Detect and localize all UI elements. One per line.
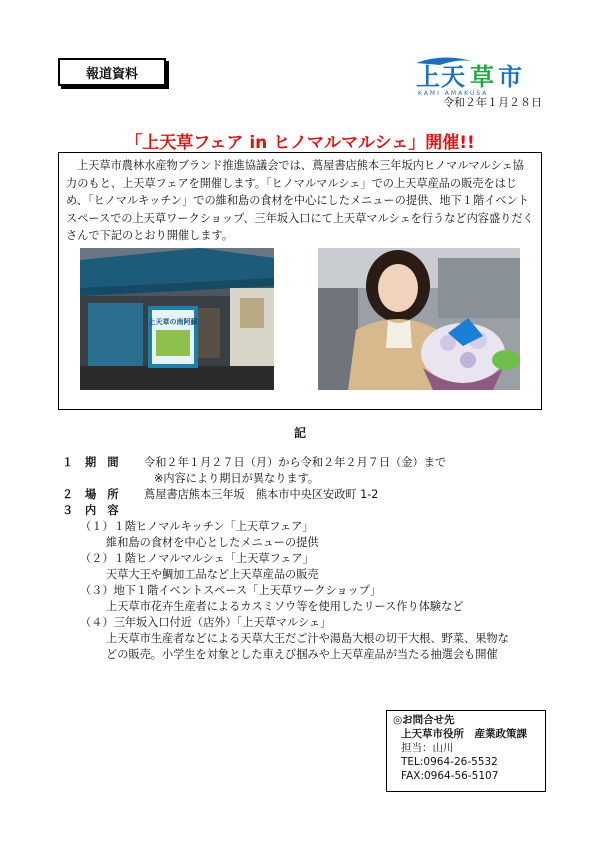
item-period-label: 期 間 [85, 456, 119, 469]
svg-text:上天: 上天 [416, 63, 466, 91]
subitem-4-line-1: 上天草市生産者などによる天草大王だご汁や湯島大根の切干大根、野菜、果物な [106, 632, 509, 645]
stall-sign-text: 上天草の南阿蘇 [148, 318, 198, 326]
subitem-3-line: 上天草市花卉生産者によるカスミソウ等を使用したリース作り体験など [106, 600, 464, 613]
intro-text: 上天草市農林水産物ブランド推進協議会では、蔦屋書店熊本三年坂内ヒノマルマルシェ協力のもと、上天草フェアを開催します。「ヒノマルマルシェ」での上天草産品の販売をはじめ、「ヒノマルキッチン」での維和島の食材を中心にしたメニューの提供、地下１階イベントスペースでの上天草ワークショップ、三年坂入口にて上天草マルシェを行うなど内容盛りだくさんで下記のとおり開催します。 [66, 159, 534, 242]
market-stall-photo [80, 248, 274, 390]
contact-org: 上天草市役所 産業政策課 [401, 728, 527, 740]
subitem-1-line: 維和島の食材を中心としたメニューの提供 [106, 536, 319, 549]
contact-title: ◎お問合せ先 [393, 714, 455, 726]
page-title: 「上天草フェア in ヒノマルマルシェ」開催!! [125, 133, 475, 153]
contact-person: 担当：山川 [401, 742, 454, 754]
subitem-3-head: （３）地下１階イベントスペース「上天草ワークショップ」 [80, 584, 382, 597]
contact-tel: TEL:0964-26-5532 [401, 756, 498, 768]
press-release-badge: 報道資料 [58, 58, 166, 86]
subitem-2-line: 天草大王や鯛加工品など上天草産品の販売 [106, 568, 319, 581]
item-period-number: １ [62, 456, 74, 469]
subitem-4-head: （４）三年坂入口付近（店外）「上天草マルシェ」 [80, 616, 332, 629]
subitem-1-head: （１）１階ヒノマルキッチン「上天草フェア」 [80, 520, 314, 533]
item-place-text: 蔦屋書店熊本三年坂 熊本市中央区安政町 1-2 [144, 488, 379, 501]
release-date: 令和２年１月２８日 [443, 96, 542, 109]
subitem-2-head: （２）１階ヒノマルマルシェ「上天草フェア」 [80, 552, 314, 565]
item-period-note: ※内容により期日が異なります。 [154, 472, 320, 485]
svg-text:KAMI AMAKUSA: KAMI AMAKUSA [418, 90, 489, 97]
item-period-text: 令和２年１月２７日（月）から令和２年２月７日（金）まで [144, 456, 447, 469]
item-place-label: 場 所 [85, 488, 119, 501]
item-content-label: 内 容 [85, 504, 119, 517]
item-place-number: ２ [62, 488, 74, 501]
kamiamakusa-logo [412, 55, 542, 97]
contact-fax: FAX:0964-56-5107 [401, 770, 499, 782]
subitem-4-line-2: どの販売。小学生を対象とした車えび掴みや上天草産品が当たる抽選会も開催 [106, 648, 498, 661]
section-marker: 記 [293, 426, 306, 440]
item-content-number: ３ [62, 504, 74, 517]
woman-with-flowers-photo [318, 248, 520, 390]
contact-box [386, 710, 546, 792]
svg-text:市: 市 [498, 63, 522, 91]
svg-text:草: 草 [470, 63, 494, 91]
